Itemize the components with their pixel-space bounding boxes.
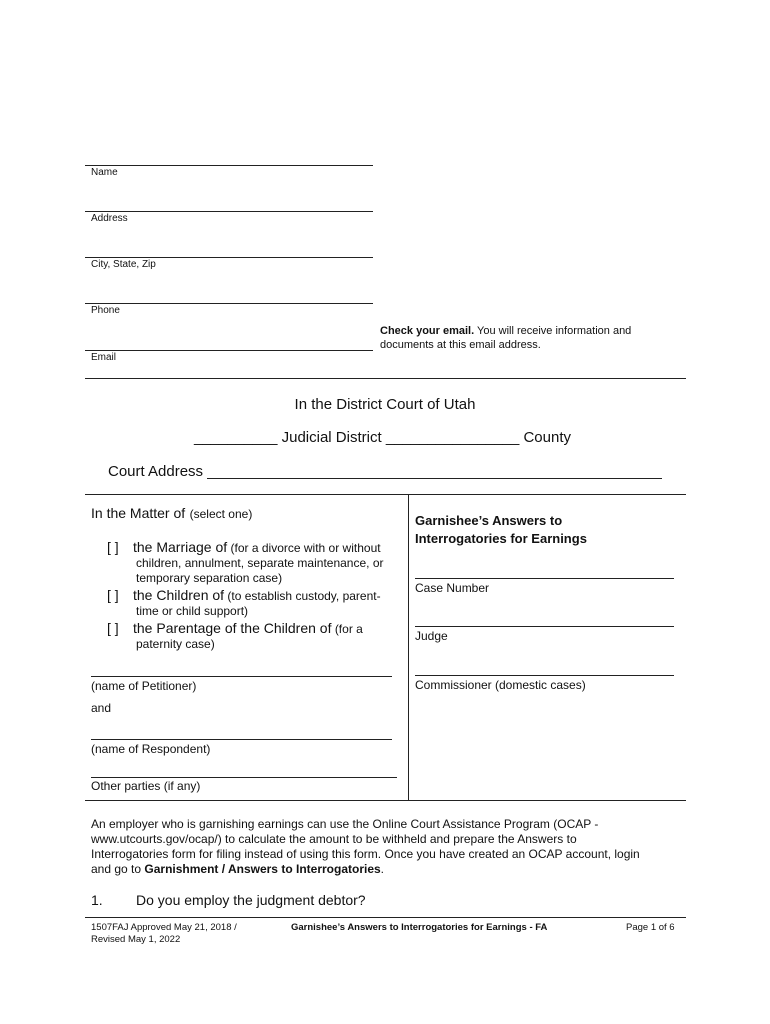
district-number-blank[interactable]: __________ [194, 429, 278, 446]
other-parties-label: Other parties (if any) [91, 779, 201, 793]
matter-heading-small: (select one) [189, 507, 253, 521]
email-note-rest: You will receive information and [474, 325, 632, 337]
case-number-line[interactable] [415, 578, 674, 579]
option-children[interactable] [107, 588, 402, 619]
checkbox-parentage[interactable]: [ ] [107, 620, 119, 636]
court-address-label: Court Address [108, 463, 204, 480]
email-note [380, 324, 680, 352]
respondent-line[interactable] [91, 739, 392, 740]
case-number-label: Case Number [415, 581, 490, 595]
court-address-line[interactable] [207, 478, 662, 479]
option-marriage-cont-2: temporary separation case) [136, 571, 283, 585]
intro-line2: www.utcourts.gov/ocap/) to calculate the amount to be withheld and prepare the Answers to [91, 832, 577, 846]
document-title-line1: Garnishee’s Answers to [415, 513, 563, 528]
and-label: and [91, 701, 112, 715]
option-marriage-label: the Marriage of [133, 539, 228, 555]
option-marriage-note: (for a divorce with or without [230, 541, 381, 555]
footer-rule [85, 917, 686, 918]
option-children-note: (to establish custody, parent- [227, 589, 381, 603]
caption-bottom-rule [85, 800, 686, 801]
name-label: Name [91, 167, 118, 178]
petitioner-line[interactable] [91, 676, 392, 677]
respondent-label: (name of Respondent) [91, 742, 211, 756]
divider-top [85, 378, 686, 379]
commissioner-label: Commissioner (domestic cases) [415, 678, 586, 692]
address-line[interactable] [85, 211, 373, 212]
county-label: County [523, 429, 571, 446]
name-line[interactable] [85, 165, 373, 166]
option-children-label: the Children of [133, 587, 225, 603]
petitioner-label: (name of Petitioner) [91, 679, 197, 693]
email-note-line2: documents at this email address. [380, 339, 541, 351]
city-state-zip-line[interactable] [85, 257, 373, 258]
option-children-cont-1: time or child support) [136, 604, 249, 618]
phone-label: Phone [91, 305, 120, 316]
option-marriage[interactable] [107, 540, 402, 586]
email-label: Email [91, 352, 117, 363]
page-number: Page 1 of 6 [626, 922, 675, 933]
question-1-number: 1. [91, 892, 103, 908]
option-parentage-cont-1: paternity case) [136, 637, 215, 651]
judge-label: Judge [415, 629, 448, 643]
judicial-district-label: Judicial District [281, 429, 382, 446]
footer-form-title: Garnishee’s Answers to Interrogatories for Earnings - FA [291, 922, 548, 933]
question-1-text: Do you employ the judgment debtor? [136, 892, 366, 908]
email-line[interactable] [85, 350, 373, 351]
phone-line[interactable] [85, 303, 373, 304]
judicial-district-line [194, 429, 571, 446]
option-marriage-cont-1: children, annulment, separate maintenance, or [136, 556, 384, 570]
matter-heading-big: In the Matter of [91, 505, 186, 521]
intro-line1: An employer who is garnishing earnings can use the Online Court Assistance Program (OCAP - [91, 817, 599, 831]
commissioner-line[interactable] [415, 675, 674, 676]
intro-line4-post: . [380, 862, 385, 876]
other-parties-line[interactable] [91, 777, 397, 778]
document-title-line2: Interrogatories for Earnings [415, 531, 587, 546]
checkbox-marriage[interactable]: [ ] [107, 539, 119, 555]
form-id [91, 922, 237, 946]
judge-line[interactable] [415, 626, 674, 627]
email-note-bold: Check your email. [380, 325, 475, 337]
caption-divider [408, 494, 409, 800]
option-parentage-label: the Parentage of the Children of [133, 620, 332, 636]
form-id-line2: Revised May 1, 2022 [91, 934, 181, 945]
county-blank[interactable]: ________________ [385, 429, 520, 446]
intro-paragraph [91, 817, 691, 877]
city-state-zip-label: City, State, Zip [91, 259, 156, 270]
caption-top-rule [85, 494, 686, 495]
intro-line3: Interrogatories form for filing instead of using this form. Once you have created an OCAP account, login [91, 847, 640, 861]
option-parentage[interactable] [107, 621, 402, 652]
court-title: In the District Court of Utah [294, 396, 476, 413]
option-parentage-note: (for a [334, 622, 363, 636]
checkbox-children[interactable]: [ ] [107, 587, 119, 603]
intro-line4-pre: and go to [91, 862, 145, 876]
document-title [415, 512, 587, 548]
address-label: Address [91, 213, 128, 224]
form-id-line1: 1507FAJ Approved May 21, 2018 / [91, 922, 237, 933]
matter-heading [91, 505, 252, 523]
intro-line4-bold: Garnishment / Answers to Interrogatories [144, 862, 381, 876]
